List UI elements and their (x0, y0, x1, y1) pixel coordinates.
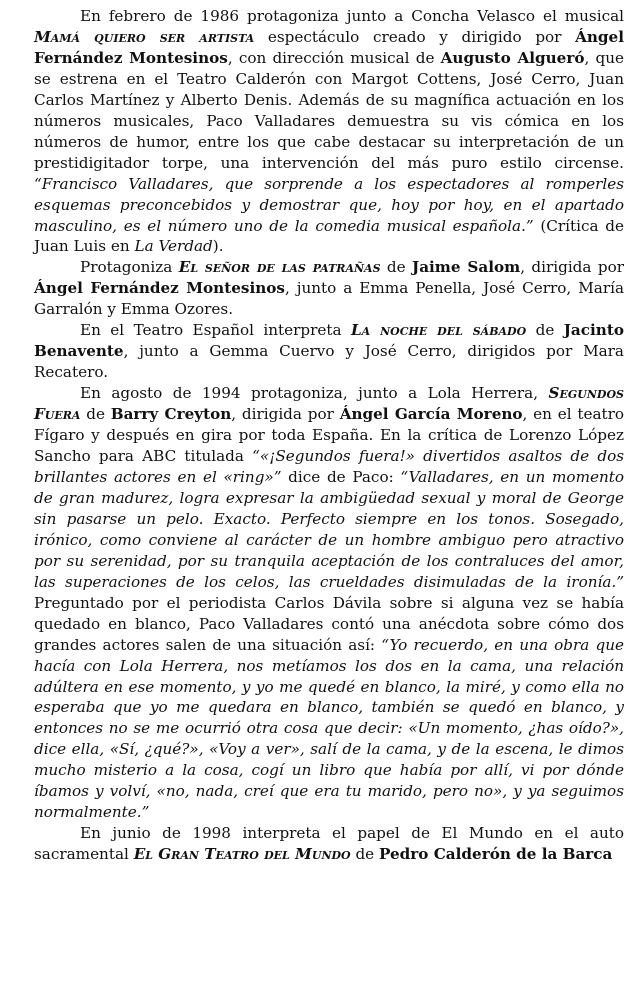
bold-name: Pedro Calderón de la Barca (379, 845, 613, 864)
italic-quote: La Verdad (134, 237, 213, 256)
text-run: En el Teatro Español interpreta (80, 321, 351, 340)
bold-name: Ángel Fernández Montesinos (34, 27, 624, 67)
text-run: , dirigida por (231, 405, 340, 424)
text-run: , que se estrena en el Teatro Calderón con Margot Cottens, José Cerro, Juan Carlos Martínez y Alberto Denis. Además de su magnífica actuación en los números musicales, Paco Valladares demuestra su vis cómica en los números de humor, entre los que cabe destacar su interpretación de un prestidigitador torpe, una intervención del más puro estilo circense. (34, 48, 624, 172)
text-run: En junio de 1998 interpreta el papel de El Mundo en el auto sacramental (34, 824, 624, 864)
bold-name: Augusto Algueró (440, 48, 585, 67)
text-run: , con dirección musical de (227, 48, 441, 67)
text-run: (Crítica de Juan Luis en (34, 216, 624, 256)
text-run: dice de Paco: (281, 467, 401, 486)
text-run: , en el teatro Fígaro y después en gira por toda España. En la crítica de Lorenzo López Sancho para ABC titulada (34, 405, 625, 466)
bold-name: Jaime Salom (412, 258, 521, 277)
bold-name: Ángel García Moreno (339, 405, 523, 424)
text-run: de (526, 321, 564, 340)
paragraph-el-senor-de-las-patranas (34, 257, 624, 320)
text-run: de (350, 845, 379, 864)
bold-name: Ángel Fernández Montesinos (34, 279, 285, 298)
work-title: Segundos Fuera (34, 384, 624, 424)
text-run: , junto a Emma Penella, José Cerro, María Garralón y Emma Ozores. (34, 279, 625, 319)
text-run: En febrero de 1986 protagoniza junto a Concha Velasco el musical (80, 7, 624, 25)
text-run: En agosto de 1994 protagoniza, junto a Lola Herrera, (80, 384, 549, 403)
text-run: , dirigida por (520, 258, 624, 277)
bold-name: Jacinto Benavente (34, 321, 624, 361)
italic-quote: “Valladares, en un momento de gran madurez, logra expresar la ambigüedad sexual y moral de George sin pasarse un pelo. Exacto. Perfecto siempre en los tonos. Sosegado, irónico, como conviene al carácter de un hombre ambiguo pero atractivo por su serenidad, por su tranquila aceptación de los contraluces del amor, las superaciones de los celos, las crueldades disimuladas de la ironía.” (34, 467, 624, 591)
text-run: de (380, 258, 413, 277)
paragraph-el-gran-teatro-del-mundo (34, 823, 624, 865)
italic-quote: “Francisco Valladares, que sorprende a los espectadores al romperles esquemas preconcebidos y demostrar que, hoy por hoy, en el apartado masculino, es el número uno de la comedia musical española.” (34, 174, 624, 235)
text-run: Preguntado por el periodista Carlos Dávila sobre si alguna vez se había quedado en blanco, Paco Valladares contó una anécdota sobre cómo dos grandes actores salen de una situación así: (34, 593, 624, 654)
text-run: espectáculo creado y dirigido por (254, 27, 576, 46)
text-run: de (80, 405, 111, 424)
paragraph-la-noche-del-sabado (34, 320, 624, 383)
work-title: El Gran Teatro del Mundo (133, 845, 351, 864)
bold-name: Barry Creyton (110, 405, 232, 424)
italic-quote: “«¡Segundos fuera!» divertidos asaltos de dos brillantes actores en el «ring»” (34, 447, 625, 486)
work-title: El señor de las patrañas (178, 258, 381, 277)
work-title: La noche del sábado (350, 321, 527, 340)
work-title: Mamá quiero ser artista (34, 27, 255, 46)
paragraph-mama-quiero-ser-artista (34, 6, 624, 257)
text-run: , junto a Gemma Cuervo y José Cerro, dirigidos por Mara Recatero. (34, 342, 624, 382)
paragraph-segundos-fuera (34, 383, 624, 823)
italic-quote: “Yo recuerdo, en una obra que hacía con Lola Herrera, nos metíamos los dos en la cama, una relación adúltera en ese momento, y yo me quedé en blanco, la miré, y como ella no esperaba que yo me quedara en blanco, también se quedó en blanco, y entonces no se me ocurrió otra cosa que decir: «Un momento, ¿has oído?», dice ella, «Sí, ¿qué?», «Voy a ver», salí de la cama, y de la escena, le dimos mucho misterio a la cosa, cogí un libro que había por allí, vi por dónde íbamos y volví, «no, nada, creí que era tu marido, pero no», y ya seguimos normalmente.” (34, 635, 624, 822)
text-run: ). (212, 237, 224, 256)
text-run: Protagoniza (80, 258, 179, 277)
